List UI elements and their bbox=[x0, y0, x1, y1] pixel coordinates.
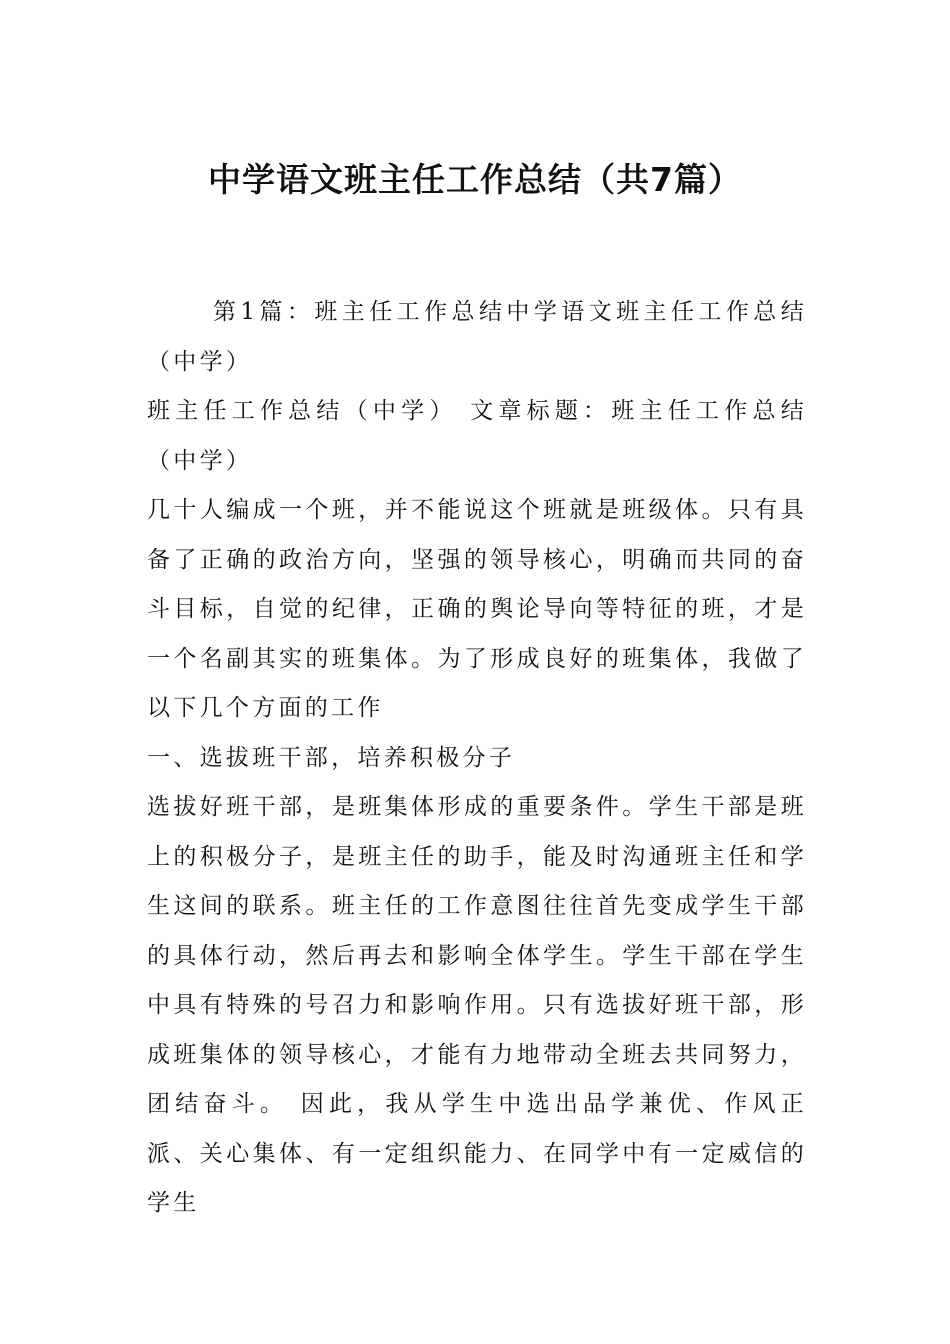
document-title: 中学语文班主任工作总结（共7篇） bbox=[208, 160, 742, 199]
paragraph-chapter-heading: 第1篇：班主任工作总结中学语文班主任工作总结（中学） bbox=[147, 299, 807, 375]
paragraph-article-title: 班主任工作总结（中学） 文章标题：班主任工作总结（中学） bbox=[147, 398, 807, 474]
paragraph-section-heading: 一、选拔班干部，培养积极分子 bbox=[147, 744, 516, 771]
document-body bbox=[147, 288, 807, 1229]
paragraph-section-body: 选拔好班干部，是班集体形成的重要条件。学生干部是班上的积极分子，是班主任的助手，能及时沟通班主任和学生这间的联系。班主任的工作意图往往首先变成学生干部的具体行动，然后再去和影响全体学生。学生干部在学生中具有特殊的号召力和影响作用。只有选拔好班干部，形成班集体的领导核心，才能有力地带动全班去共同努力，团结奋斗。 因此，我从学生中选出品学兼优、作风正派、关心集体、有一定组织能力、在同学中有一定威信的学生 bbox=[147, 794, 807, 1216]
paragraph-intro: 几十人编成一个班，并不能说这个班就是班级体。只有具备了正确的政治方向，坚强的领导核心，明确而共同的奋斗目标，自觉的纪律，正确的舆论导向等特征的班，才是一个名副其实的班集体。为了形成良好的班集体，我做了以下几个方面的工作 bbox=[147, 497, 807, 721]
